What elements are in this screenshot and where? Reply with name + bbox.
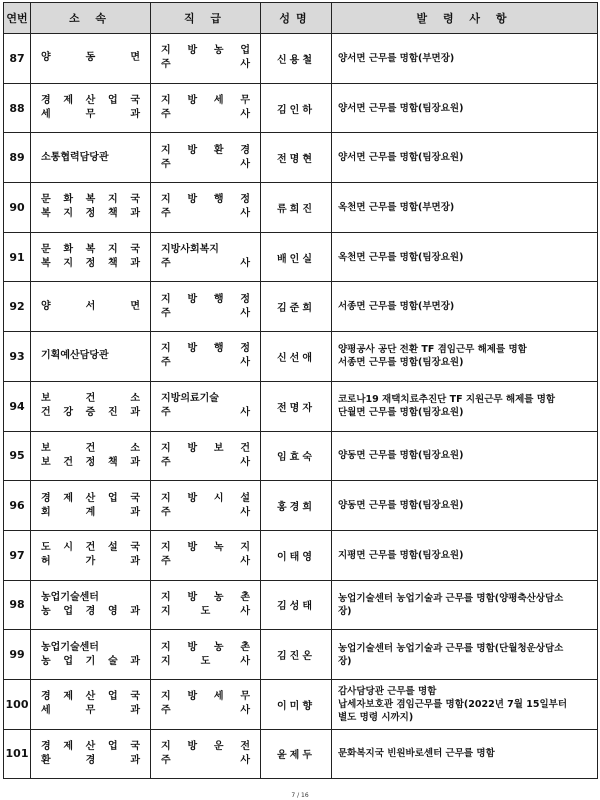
rank-line: 지 방 세 무	[161, 691, 250, 703]
row-department	[31, 381, 151, 431]
row-department	[31, 83, 151, 133]
rank-line: 지방의료기술	[161, 393, 219, 405]
row-appointment	[332, 580, 598, 630]
row-number: 96	[4, 481, 31, 531]
department-line: 기획예산담당관	[41, 350, 109, 362]
row-number: 88	[4, 83, 31, 133]
rank-line: 지 방 시 설	[161, 492, 250, 504]
department-line: 양 서 면	[41, 300, 140, 312]
row-person-name: 배인실	[261, 232, 332, 282]
rank-line: 지 방 행 정	[161, 293, 250, 305]
row-person-name: 신선애	[261, 332, 332, 382]
appointment-line: 양서면 근무를 명함(팀장요원)	[338, 152, 464, 164]
row-rank	[151, 729, 261, 779]
rank-line: 주 사	[161, 456, 250, 468]
row-rank	[151, 679, 261, 729]
rank-line: 지 도 사	[161, 655, 250, 667]
appointment-line: 별도 명령 시까지)	[338, 711, 414, 723]
table-row	[4, 34, 598, 84]
department-line: 보 건 소	[41, 442, 140, 454]
appointment-line: 양동면 근무를 명함(팀장요원)	[338, 450, 464, 462]
department-line: 경 제 산 업 국	[41, 95, 140, 107]
row-person-name: 이미향	[261, 679, 332, 729]
row-rank	[151, 83, 261, 133]
table-row	[4, 183, 598, 233]
rank-line: 지 도 사	[161, 605, 250, 617]
appointment-line: 문화복지국 빈원바로센터 근무를 명함	[338, 748, 495, 760]
personnel-table	[3, 2, 598, 779]
row-rank	[151, 431, 261, 481]
table-row	[4, 232, 598, 282]
row-number: 99	[4, 630, 31, 680]
rank-line: 지 방 농 업	[161, 45, 250, 57]
rank-line: 지 방 환 경	[161, 144, 250, 156]
row-person-name: 전명현	[261, 133, 332, 183]
department-line: 세 무 과	[41, 705, 140, 717]
row-department	[31, 431, 151, 481]
appointment-line: 서종면 근무를 명함(부면장)	[338, 301, 455, 313]
row-rank	[151, 133, 261, 183]
header-rank: 직 급	[151, 3, 261, 34]
rank-line: 지 방 보 건	[161, 442, 250, 454]
appointment-line: 감사담당관 근무를 명함	[338, 685, 437, 697]
appointment-line: 양동면 근무를 명함(팀장요원)	[338, 500, 464, 512]
rank-line: 지 방 운 전	[161, 740, 250, 752]
row-department	[31, 34, 151, 84]
row-rank	[151, 183, 261, 233]
department-line: 경 제 산 업 국	[41, 740, 140, 752]
appointment-line: 농업기술센터 농업기술과 근무를 명함(양평축산상담소	[338, 592, 564, 604]
row-department	[31, 481, 151, 531]
rank-line: 지 방 행 정	[161, 343, 250, 355]
row-appointment	[332, 183, 598, 233]
table-header-row	[4, 3, 598, 34]
row-department	[31, 530, 151, 580]
rank-line: 지 방 농 촌	[161, 641, 250, 653]
rank-line: 주 사	[161, 109, 250, 121]
row-department	[31, 282, 151, 332]
rank-line: 지 방 농 촌	[161, 591, 250, 603]
rank-line: 주 사	[161, 158, 250, 170]
rank-line: 주 사	[161, 407, 250, 419]
appointment-line: 옥천면 근무를 명함(부면장)	[338, 201, 455, 213]
department-line: 회 계 과	[41, 506, 140, 518]
row-appointment	[332, 332, 598, 382]
table-row	[4, 83, 598, 133]
row-person-name: 신용철	[261, 34, 332, 84]
appointment-line: 지평면 근무를 명함(팀장요원)	[338, 549, 464, 561]
rank-line: 주 사	[161, 307, 250, 319]
department-line: 문 화 복 지 국	[41, 244, 140, 256]
rank-line: 주 사	[161, 754, 250, 766]
rank-line: 지방사회복지	[161, 244, 219, 256]
department-line: 양 동 면	[41, 52, 140, 64]
row-number: 93	[4, 332, 31, 382]
appointment-line: 서종면 근무를 명함(팀장요원)	[338, 357, 464, 369]
row-number: 94	[4, 381, 31, 431]
department-line: 환 경 과	[41, 754, 140, 766]
appointment-line: 단월면 근무를 명함(팀장요원)	[338, 407, 464, 419]
row-person-name: 윤제두	[261, 729, 332, 779]
appointment-line: 양평공사 공단 전환 TF 겸임근무 해제를 명함	[338, 344, 527, 356]
department-line: 세 무 과	[41, 109, 140, 121]
rank-line: 주 사	[161, 705, 250, 717]
rank-line: 지 방 세 무	[161, 95, 250, 107]
row-number: 95	[4, 431, 31, 481]
row-appointment	[332, 34, 598, 84]
row-rank	[151, 282, 261, 332]
department-line: 도 시 건 설 국	[41, 542, 140, 554]
row-department	[31, 580, 151, 630]
row-appointment	[332, 481, 598, 531]
header-desc: 발 령 사 항	[332, 3, 598, 34]
row-number: 101	[4, 729, 31, 779]
table-row	[4, 332, 598, 382]
table-body	[4, 34, 598, 779]
table-row	[4, 481, 598, 531]
row-number: 97	[4, 530, 31, 580]
row-number: 89	[4, 133, 31, 183]
table-row	[4, 133, 598, 183]
rank-line: 주 사	[161, 556, 250, 568]
row-person-name: 임효숙	[261, 431, 332, 481]
department-line: 건 강 증 진 과	[41, 407, 140, 419]
row-department	[31, 232, 151, 282]
appointment-line: 납세자보호관 겸임근무를 명함(2022년 7월 15일부터	[338, 698, 568, 710]
row-person-name: 김진온	[261, 630, 332, 680]
row-department	[31, 332, 151, 382]
row-department	[31, 729, 151, 779]
row-person-name: 김성태	[261, 580, 332, 630]
row-rank	[151, 381, 261, 431]
table-row	[4, 729, 598, 779]
department-line: 농 업 경 영 과	[41, 605, 140, 617]
appointment-line: 농업기술센터 농업기술과 근무를 명함(단월청운상담소	[338, 642, 564, 654]
appointment-line: 양서면 근무를 명함(팀장요원)	[338, 102, 464, 114]
department-line: 농업기술센터	[41, 641, 99, 653]
department-line: 복 지 정 책 과	[41, 258, 140, 270]
rank-line: 주 사	[161, 59, 250, 71]
table-row	[4, 679, 598, 729]
row-appointment	[332, 729, 598, 779]
appointment-line: 양서면 근무를 명함(부면장)	[338, 52, 455, 64]
table-row	[4, 630, 598, 680]
row-number: 92	[4, 282, 31, 332]
department-line: 소통협력담당관	[41, 151, 109, 163]
table-row	[4, 282, 598, 332]
rank-line: 지 방 녹 지	[161, 542, 250, 554]
department-line: 농업기술센터	[41, 591, 99, 603]
row-person-name: 김인하	[261, 83, 332, 133]
appointment-line: 장)	[338, 655, 352, 667]
department-line: 복 지 정 책 과	[41, 208, 140, 220]
row-person-name: 김준희	[261, 282, 332, 332]
header-name: 성명	[261, 3, 332, 34]
row-appointment	[332, 232, 598, 282]
row-rank	[151, 34, 261, 84]
table-row	[4, 381, 598, 431]
row-number: 87	[4, 34, 31, 84]
row-rank	[151, 232, 261, 282]
row-person-name: 류희진	[261, 183, 332, 233]
row-person-name: 이태영	[261, 530, 332, 580]
row-department	[31, 679, 151, 729]
row-number: 98	[4, 580, 31, 630]
rank-line: 주 사	[161, 208, 250, 220]
row-appointment	[332, 679, 598, 729]
row-number: 100	[4, 679, 31, 729]
appointment-line: 코로나19 재택치료추진단 TF 지원근무 해제를 명함	[338, 394, 556, 406]
row-person-name: 전명자	[261, 381, 332, 431]
department-line: 보 건 소	[41, 393, 140, 405]
row-appointment	[332, 431, 598, 481]
row-appointment	[332, 530, 598, 580]
header-dept: 소 속	[31, 3, 151, 34]
row-rank	[151, 630, 261, 680]
department-line: 경 제 산 업 국	[41, 492, 140, 504]
row-department	[31, 630, 151, 680]
department-line: 문 화 복 지 국	[41, 194, 140, 206]
rank-line: 지 방 행 정	[161, 194, 250, 206]
row-number: 91	[4, 232, 31, 282]
department-line: 허 가 과	[41, 556, 140, 568]
page-number: 7 / 16	[291, 792, 309, 799]
row-number: 90	[4, 183, 31, 233]
row-appointment	[332, 282, 598, 332]
row-appointment	[332, 133, 598, 183]
header-no: 연번	[4, 3, 31, 34]
row-appointment	[332, 83, 598, 133]
row-department	[31, 183, 151, 233]
department-line: 농 업 기 술 과	[41, 655, 140, 667]
table-row	[4, 431, 598, 481]
row-rank	[151, 332, 261, 382]
department-line: 보 건 정 책 과	[41, 456, 140, 468]
rank-line: 주 사	[161, 258, 250, 270]
row-appointment	[332, 381, 598, 431]
table-row	[4, 580, 598, 630]
row-department	[31, 133, 151, 183]
row-rank	[151, 481, 261, 531]
rank-line: 주 사	[161, 506, 250, 518]
row-rank	[151, 580, 261, 630]
department-line: 경 제 산 업 국	[41, 691, 140, 703]
appointment-line: 장)	[338, 605, 352, 617]
table-row	[4, 530, 598, 580]
appointment-line: 옥천면 근무를 명함(팀장요원)	[338, 251, 464, 263]
row-rank	[151, 530, 261, 580]
row-appointment	[332, 630, 598, 680]
rank-line: 주 사	[161, 357, 250, 369]
row-person-name: 홍경희	[261, 481, 332, 531]
